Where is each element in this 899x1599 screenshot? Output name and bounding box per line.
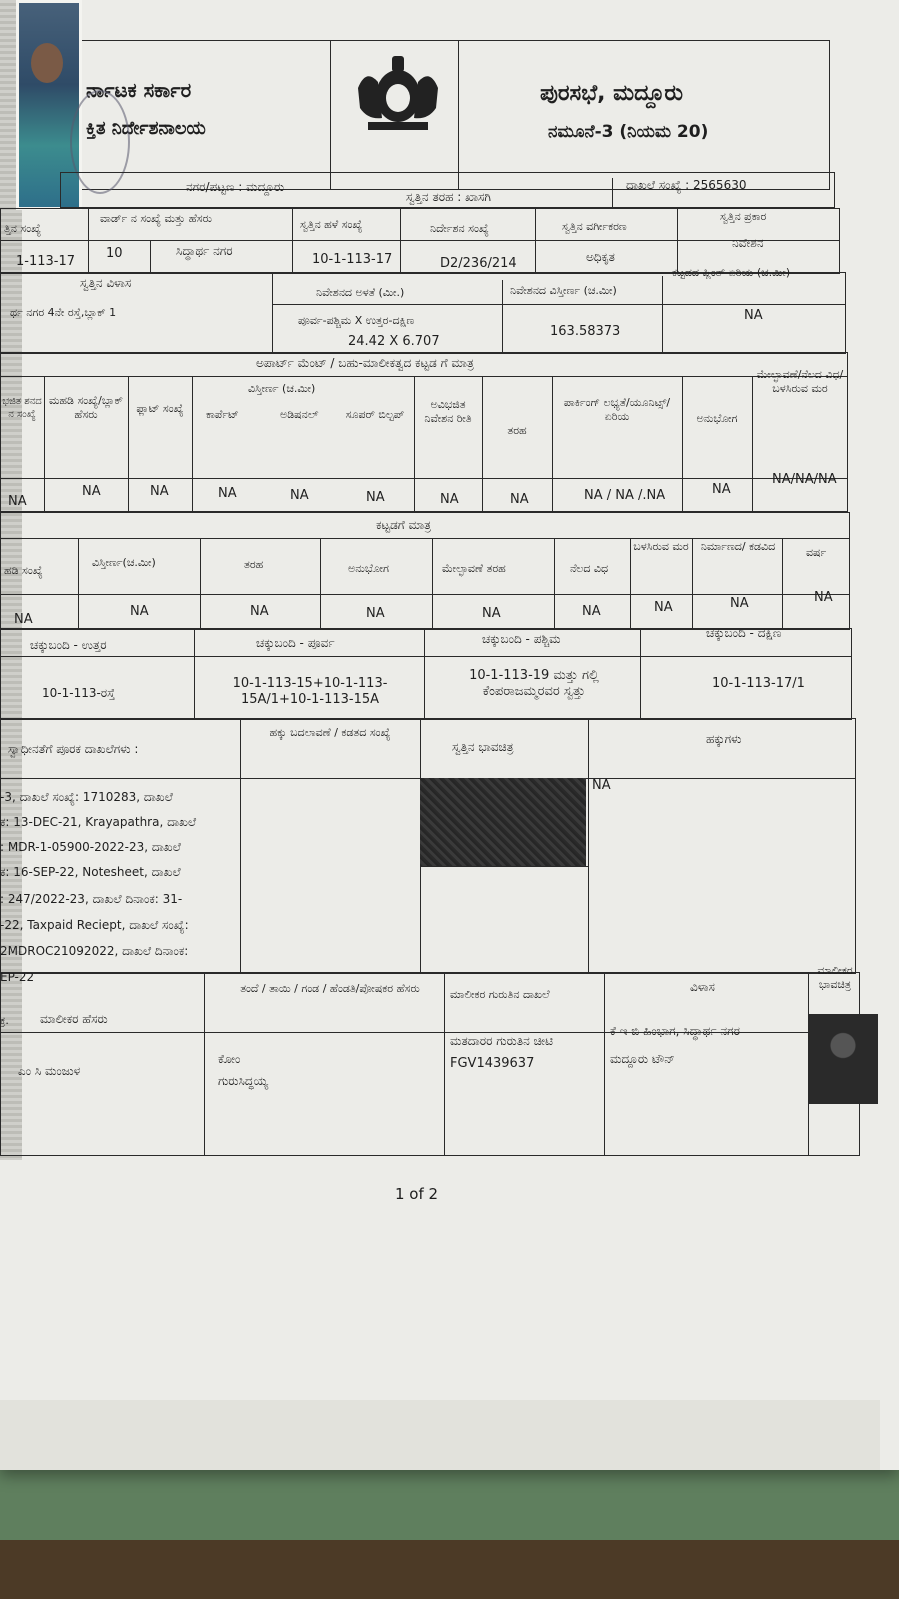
classification-header: ಸ್ವತ್ತಿನ ವರ್ಗೀಕರಣ <box>562 220 627 233</box>
old-no-value: 10-1-113-17 <box>312 252 393 267</box>
divider <box>432 538 433 630</box>
directorate-name: ಕ್ತಿತ ನಿರ್ದೇಶನಾಲಯ <box>86 118 206 139</box>
entry-number: ದಾಖಲೆ ಸಂಖ್ಯೆ : 2565630 <box>626 178 747 192</box>
apartment-title: ಅಪಾರ್ಟ್ ಮೆಂಟ್ / ಬಹು-ಮಾಲೀಕತ್ವದ ಕಟ್ಟಡ ಗೆ ಮಾತ್ರ <box>256 356 474 370</box>
doc-line-1: -3, ದಾಖಲೆ ಸಂಖ್ಯೆ: 1710283, ದಾಖಲೆ <box>0 790 173 804</box>
divider <box>204 972 205 1156</box>
divider <box>752 376 753 512</box>
page-lower-edge <box>0 1400 880 1470</box>
divider <box>414 376 415 512</box>
apt-undivided-header: ಅವಿಭಜಿತ ನಿವೇಶನ ರೀತಿ <box>424 398 472 425</box>
divider <box>0 594 850 595</box>
apt-val-kind: NA <box>510 492 529 507</box>
boundary-west-value: 10-1-113-19 ಮತ್ತು ಗಲ್ಲಿ ಕೆಂಪರಾಜಮ್ಮರವರ ಸ್ವತ್ತು <box>469 668 599 700</box>
owner-id-header: ಮಾಲೀಕರ ಗುರುತಿನ ದಾಖಲೆ <box>450 988 550 1001</box>
page-number: 1 of 2 <box>395 1185 439 1203</box>
boundary-north-value: 10-1-113-ರಸ್ತೆ <box>42 686 116 700</box>
apt-val-unit: NA <box>8 494 27 509</box>
apt-val-roof: NA/NA/NA <box>772 472 837 487</box>
address-label: ಸ್ವತ್ತಿನ ವಿಳಾಸ <box>80 276 132 290</box>
divider <box>150 240 151 274</box>
ward-name-value: ಸಿದ್ಧಾರ್ಥ ನಗರ <box>176 244 233 258</box>
divider <box>612 178 613 208</box>
doc-line-3: : MDR-1-05900-2022-23, ದಾಖಲೆ <box>0 840 181 854</box>
divider <box>535 208 536 274</box>
city-field: ನಗರ/ಪಟ್ಟಣ : ಮದ್ದೂರು <box>186 180 285 194</box>
bld-val-wood: NA <box>654 600 673 615</box>
divider <box>424 628 425 720</box>
desk-edge <box>0 1540 899 1599</box>
transfer-header: ಹಕ್ಕು ಬದಲಾವಣೆ / ಕಡತದ ಸಂಖ್ಯೆ <box>269 726 391 739</box>
owner-no-header: ಕ್ರ. <box>0 1014 9 1027</box>
divider <box>482 376 483 512</box>
site-dim-value: 24.42 X 6.707 <box>348 334 440 349</box>
divider <box>640 628 641 720</box>
bld-year-header: ವರ್ಷ <box>806 546 827 559</box>
boundary-table <box>0 628 852 720</box>
owner-address-header: ವಿಳಾಸ <box>690 980 715 994</box>
boundary-south-value: 10-1-113-17/1 <box>712 676 805 691</box>
divider <box>88 208 89 274</box>
bld-val-floor: NA <box>14 612 33 627</box>
divider <box>0 656 852 657</box>
divider <box>194 628 195 720</box>
divider <box>320 538 321 630</box>
boundary-west-label: ಚಕ್ಕುಬಂದಿ - ಪಶ್ಚಿಮ <box>482 632 561 646</box>
plinth-value: NA <box>744 308 763 323</box>
address-value: ರ್ಥ ನಗರ 4ನೇ ರಸ್ತೆ,ಬ್ಲಾಕ್ 1 <box>10 306 117 319</box>
form-number: ನಮೂನೆ-3 (ನಿಯಮ 20) <box>548 122 709 142</box>
divider <box>502 280 503 354</box>
apt-val-parking: NA / NA /.NA <box>584 488 666 503</box>
bld-val-floor-type: NA <box>582 604 601 619</box>
doc-line-4: ಕ: 16-SEP-22, Notesheet, ದಾಖಲೆ <box>0 865 181 879</box>
divider <box>588 718 589 974</box>
divider <box>44 376 45 512</box>
docs-header: ಸ್ವಾಧೀನತೆಗೆ ಪೂರಕ ದಾಖಲೆಗಳು : <box>8 742 139 756</box>
bld-area-header: ವಿಸ್ತೀರ್ಣ(ಚ.ಮೀ) <box>92 556 156 569</box>
divider <box>78 538 79 630</box>
ward-header: ವಾರ್ಡ್ ನ ಸಂಖ್ಯೆ ಮತ್ತು ಹೆಸರು <box>100 212 212 225</box>
boundary-north-label: ಚಕ್ಕುಬಂದಿ - ಉತ್ತರ <box>30 638 107 652</box>
boundary-south-label: ಚಕ್ಕುಬಂದಿ - ದಕ್ಷಿಣ <box>706 626 782 640</box>
apt-val-carpet: NA <box>218 486 237 501</box>
plinth-label: ಕಟ್ಟಡದ ಪ್ಲಿಂತ್ ಏರಿಯ (ಚ.ಮೀ) <box>672 266 791 279</box>
bld-wood-header: ಬಳಸಿರುವ ಮರ <box>633 540 689 553</box>
apt-roof-header: ಮೇಲ್ಛಾವಣೆ/ನೆಲದ ವಿಧ/ಬಳಸಿರುವ ಮರ <box>756 368 844 395</box>
doc-line-6: -22, Taxpaid Reciept, ದಾಖಲೆ ಸಂಖ್ಯೆ: <box>0 918 189 932</box>
owners-table <box>0 972 860 1156</box>
divider <box>552 376 553 512</box>
divider <box>458 40 459 190</box>
municipality-name: ಪುರಸಭೆ, ಮದ್ದೂರು <box>540 81 683 106</box>
divider <box>292 208 293 274</box>
property-type-field: ಸ್ವತ್ತಿನ ತರಹ : ಖಾಸಗಿ <box>406 190 491 204</box>
owner-photo-header: ಮಾಲೀಕರ ಭಾವಚಿತ್ರ <box>817 964 853 991</box>
owner-name-header: ಮಾಲೀಕರ ಹೆಸರು <box>40 1012 108 1026</box>
divider <box>272 304 846 305</box>
apt-val-undivided: NA <box>440 492 459 507</box>
owner-id-value: FGV1439637 <box>450 1056 535 1071</box>
apt-val-usage: NA <box>712 482 731 497</box>
prop-no-value: 1-113-17 <box>16 254 76 269</box>
site-area-label: ನಿವೇಶನದ ವಿಸ್ತೀರ್ಣ (ಚ.ಮೀ) <box>510 284 617 297</box>
apt-val-floor: NA <box>82 484 101 499</box>
bld-usage-header: ಅನುಭೋಗ <box>348 562 389 575</box>
property-kind-header: ಸ್ವತ್ತಿನ ಪ್ರಕಾರ <box>720 210 767 223</box>
site-dim-label: ನಿವೇಶನದ ಅಳತೆ (ಮೀ.) <box>316 286 405 299</box>
ward-no-value: 10 <box>106 246 123 261</box>
building-title: ಕಟ್ಟಡಗೆ ಮಾತ್ರ <box>376 518 432 532</box>
divider <box>192 376 193 512</box>
property-kind-value: ನಿವೇಶನ <box>732 236 764 250</box>
divider <box>604 972 605 1156</box>
rights-value: NA <box>592 778 611 793</box>
rights-header: ಹಕ್ಕುಗಳು <box>706 732 742 746</box>
doc-line-7: 2MDROC21092022, ದಾಖಲೆ ದಿನಾಂಕ: <box>0 944 189 958</box>
owner-relation-2: ಗುರುಸಿದ್ಧಯ್ಯ <box>218 1074 269 1088</box>
divider <box>200 538 201 630</box>
owner-address-1: ಕೆ ಇ ಬಿ ಹಿಂಭಾಗ, ಸಿದ್ಧಾರ್ಥ ನಗರ <box>610 1024 740 1038</box>
prop-no-header: ತ್ತಿನ ಸಂಖ್ಯೆ <box>4 222 42 235</box>
apt-area-header: ವಿಸ್ತೀರ್ಣ (ಚ.ಮೀ) <box>248 382 316 395</box>
divider <box>128 376 129 512</box>
apt-parking-header: ಪಾರ್ಕಿಂಗ್ ಲಭ್ಯತೆ/ಯೂನಿಟ್ಸ್/ಏರಿಯ <box>563 396 671 423</box>
bld-val-usage: NA <box>366 606 385 621</box>
apt-usage-header: ಅನುಭೋಗ <box>696 412 738 425</box>
divider <box>272 272 273 354</box>
owner-name: ಎಂ ಸಿ ಮಂಜುಳ <box>18 1064 81 1078</box>
apt-floor-header: ಮಹಡಿ ಸಂಖ್ಯೆ/ಬ್ಲಾಕ್ ಹೆಸರು <box>48 394 124 421</box>
direction-header: ನಿರ್ದೇಶನ ಸಂಖ್ಯೆ <box>430 222 489 235</box>
bld-val-area: NA <box>130 604 149 619</box>
apt-val-additional: NA <box>290 488 309 503</box>
bld-roof-header: ಮೇಲ್ಛಾವಣೆ ತರಹ <box>442 562 506 575</box>
divider <box>677 208 678 274</box>
site-area-value: 163.58373 <box>550 324 621 339</box>
divider <box>692 538 693 630</box>
bld-built-header: ನಿರ್ಮಾಣದ/ ಕಡವಿದ <box>700 540 776 553</box>
doc-line-8: EP-22 <box>0 970 35 984</box>
divider <box>782 538 783 630</box>
gov-name: ರ್ನಾಟಕ ಸರ್ಕಾರ <box>86 78 192 102</box>
divider <box>662 276 663 354</box>
divider <box>682 376 683 512</box>
apt-val-flat: NA <box>150 484 169 499</box>
apt-flat-header: ಫ್ಲಾಟ್ ಸಂಖ್ಯೆ <box>136 402 184 415</box>
owner-photo <box>808 1014 878 1104</box>
bld-val-kind: NA <box>250 604 269 619</box>
divider <box>330 40 331 190</box>
bld-val-built: NA <box>730 596 749 611</box>
apt-kind-header: ತರಹ <box>507 424 527 437</box>
owner-address-2: ಮದ್ದೂರು ಟೌನ್ <box>610 1052 675 1066</box>
bld-floor-header: ಹಡಿ ಸಂಖ್ಯೆ <box>4 564 43 577</box>
boundary-east-value: 10-1-113-15+10-1-113-15A/1+10-1-113-15A <box>232 676 388 708</box>
divider <box>630 538 631 630</box>
divider <box>444 972 445 1156</box>
apt-unit-header: ಭಜಿತ ಶನದ ನ ಸಂಖ್ಯೆ <box>2 396 42 420</box>
boundary-east-label: ಚಕ್ಕುಬಂದಿ - ಪೂರ್ವ <box>256 636 335 650</box>
bld-val-roof: NA <box>482 606 501 621</box>
owner-relation-header: ತಂದೆ / ತಾಯಿ / ಗಂಡ / ಹೆಂಡತಿ/ಪೋಷಕರ ಹೆಸರು <box>240 982 420 995</box>
owner-id-type: ಮತದಾರರ ಗುರುತಿನ ಚೀಟಿ <box>450 1034 553 1048</box>
divider <box>400 208 401 274</box>
apt-additional-header: ಅಡಿಷನಲ್ <box>280 408 319 421</box>
owner-relation-1: ಕೋಂ <box>218 1052 241 1066</box>
divider <box>554 538 555 630</box>
classification-value: ಅಧಿಕೃತ <box>586 250 615 264</box>
bld-kind-header: ತರಹ <box>244 558 264 571</box>
property-photo <box>420 778 586 866</box>
apt-carpet-header: ಕಾರ್ಪೆಟ್ <box>206 408 239 421</box>
old-no-header: ಸ್ವತ್ತಿನ ಹಳೆ ಸಂಖ್ಯೆ <box>300 218 363 231</box>
apt-val-superbuilt: NA <box>366 490 385 505</box>
divider <box>420 866 588 867</box>
property-photo-header: ಸ್ವತ್ತಿನ ಭಾವಚಿತ್ರ <box>452 740 514 754</box>
site-dim-subhead: ಪೂರ್ವ-ಪಶ್ಚಿಮ X ಉತ್ತರ-ದಕ್ಷಿಣ <box>298 314 415 327</box>
karnataka-emblem-icon <box>348 48 448 136</box>
divider <box>240 718 241 974</box>
doc-line-2: ಕ: 13-DEC-21, Krayapathra, ದಾಖಲೆ <box>0 815 197 829</box>
direction-no-value: D2/236/214 <box>440 256 517 271</box>
doc-line-5: : 247/2022-23, ದಾಖಲೆ ದಿನಾಂಕ: 31- <box>0 892 183 906</box>
divider <box>0 240 840 241</box>
divider <box>0 538 850 539</box>
apt-superbuilt-header: ಸೂಪರ್ ಬಿಲ್ಟಪ್ <box>345 408 405 421</box>
bld-val-year: NA <box>814 590 833 605</box>
bld-floor-type-header: ನೆಲದ ವಿಧ <box>570 562 609 575</box>
